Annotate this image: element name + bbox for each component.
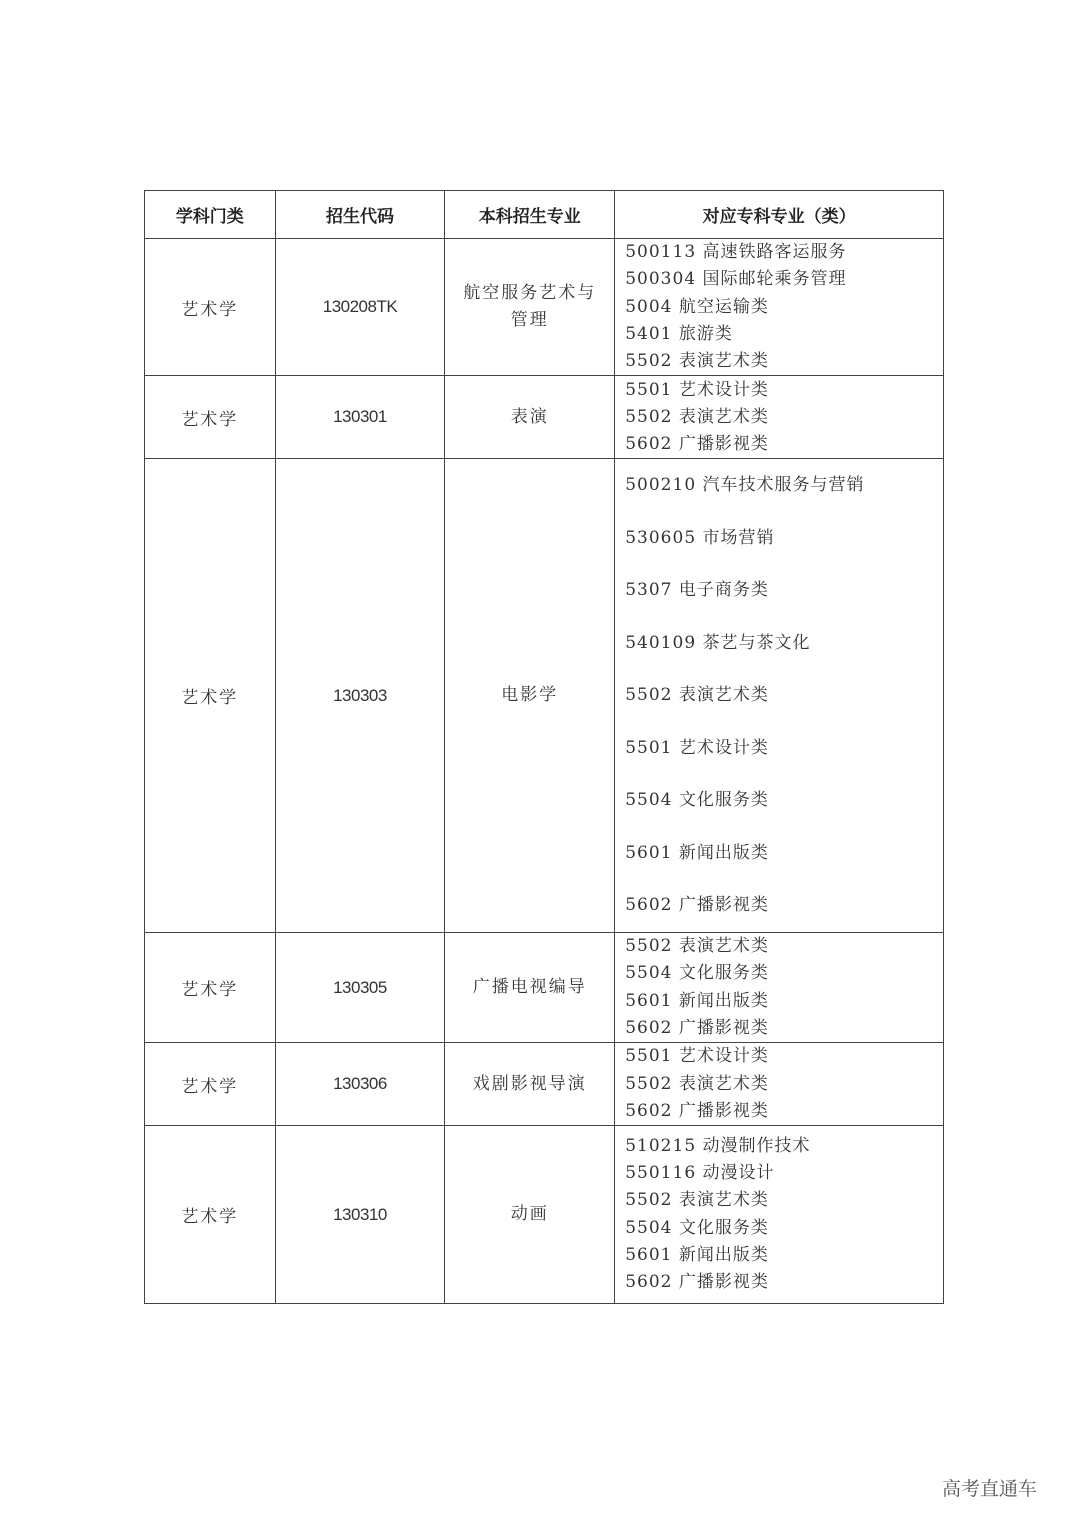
category-text: 艺术学 (181, 1207, 239, 1228)
related-major: 5401 旅游类 (625, 323, 733, 344)
header-major: 本科招生专业 (445, 191, 615, 239)
category-text: 艺术学 (181, 980, 239, 1001)
major-text: 表演 (510, 406, 549, 427)
cell-major (445, 239, 615, 376)
related-major: 500304 国际邮轮乘务管理 (625, 269, 847, 290)
related-major: 5502 表演艺术类 (625, 1190, 769, 1211)
related-major: 5502 表演艺术类 (625, 1073, 769, 1094)
related-major: 5602 广播影视类 (625, 1100, 769, 1121)
header-code: 招生代码 (275, 191, 445, 239)
related-major: 5502 表演艺术类 (625, 935, 769, 956)
cell-related (615, 376, 944, 459)
major-mapping-table (144, 190, 944, 1304)
cell-code (275, 1043, 445, 1126)
related-major: 5602 广播影视类 (625, 1017, 769, 1038)
header-category: 学科门类 (145, 191, 276, 239)
related-major: 5601 新闻出版类 (625, 842, 769, 863)
cell-category (145, 459, 276, 933)
related-major: 5601 新闻出版类 (625, 1244, 769, 1265)
major-text: 动画 (510, 1204, 549, 1225)
table-row (145, 1043, 944, 1126)
cell-related (615, 1043, 944, 1126)
table-row (145, 459, 944, 933)
related-major: 5602 广播影视类 (625, 434, 769, 455)
related-major: 5307 电子商务类 (625, 580, 769, 601)
cell-major (445, 932, 615, 1042)
related-major: 510215 动漫制作技术 (625, 1135, 811, 1156)
cell-major (445, 376, 615, 459)
category-text: 艺术学 (181, 1076, 239, 1097)
major-text: 戏剧影视导演 (472, 1073, 587, 1094)
cell-major (445, 1126, 615, 1304)
table-row (145, 376, 944, 459)
related-major: 530605 市场营销 (625, 527, 775, 548)
cell-related (615, 932, 944, 1042)
cell-major (445, 459, 615, 933)
cell-code (275, 376, 445, 459)
code-text: 130310 (333, 1204, 387, 1224)
cell-category (145, 376, 276, 459)
code-text: 130303 (333, 685, 387, 705)
cell-major (445, 1043, 615, 1126)
cell-related (615, 459, 944, 933)
related-major: 540109 茶艺与茶文化 (625, 632, 811, 653)
watermark-text: 高考直通车 (942, 1478, 1038, 1500)
related-major: 5504 文化服务类 (625, 790, 769, 811)
related-major: 5602 广播影视类 (625, 895, 769, 916)
related-major: 5504 文化服务类 (625, 963, 769, 984)
code-text: 130306 (333, 1074, 387, 1094)
table-row (145, 1126, 944, 1304)
cell-code (275, 239, 445, 376)
cell-code (275, 932, 445, 1042)
related-major: 500210 汽车技术服务与营销 (625, 475, 865, 496)
related-major: 5501 艺术设计类 (625, 379, 769, 400)
code-text: 130301 (333, 407, 387, 427)
related-major: 5601 新闻出版类 (625, 990, 769, 1011)
related-major: 5502 表演艺术类 (625, 351, 769, 372)
header-related: 对应专科专业（类） (615, 191, 944, 239)
category-text: 艺术学 (181, 409, 239, 430)
table-row (145, 932, 944, 1042)
related-major: 550116 动漫设计 (625, 1163, 775, 1184)
major-text: 广播电视编导 (472, 977, 587, 998)
table-row (145, 239, 944, 376)
major-text: 航空服务艺术与管理 (463, 283, 597, 331)
related-major: 5501 艺术设计类 (625, 737, 769, 758)
cell-category (145, 932, 276, 1042)
code-text: 130208TK (322, 297, 398, 317)
table-header-row (145, 191, 944, 239)
related-major: 5004 航空运输类 (625, 296, 769, 317)
related-major: 5501 艺术设计类 (625, 1046, 769, 1067)
major-text: 电影学 (501, 685, 559, 706)
cell-category (145, 1126, 276, 1304)
cell-category (145, 1043, 276, 1126)
related-major: 5502 表演艺术类 (625, 406, 769, 427)
category-text: 艺术学 (181, 688, 239, 709)
cell-related (615, 1126, 944, 1304)
related-major: 5504 文化服务类 (625, 1217, 769, 1238)
code-text: 130305 (333, 977, 387, 997)
cell-category (145, 239, 276, 376)
related-major: 500113 高速铁路客运服务 (625, 242, 847, 262)
cell-related (615, 239, 944, 376)
related-major: 5502 表演艺术类 (625, 685, 769, 706)
related-major: 5602 广播影视类 (625, 1272, 769, 1293)
cell-code (275, 459, 445, 933)
category-text: 艺术学 (181, 299, 239, 320)
cell-code (275, 1126, 445, 1304)
